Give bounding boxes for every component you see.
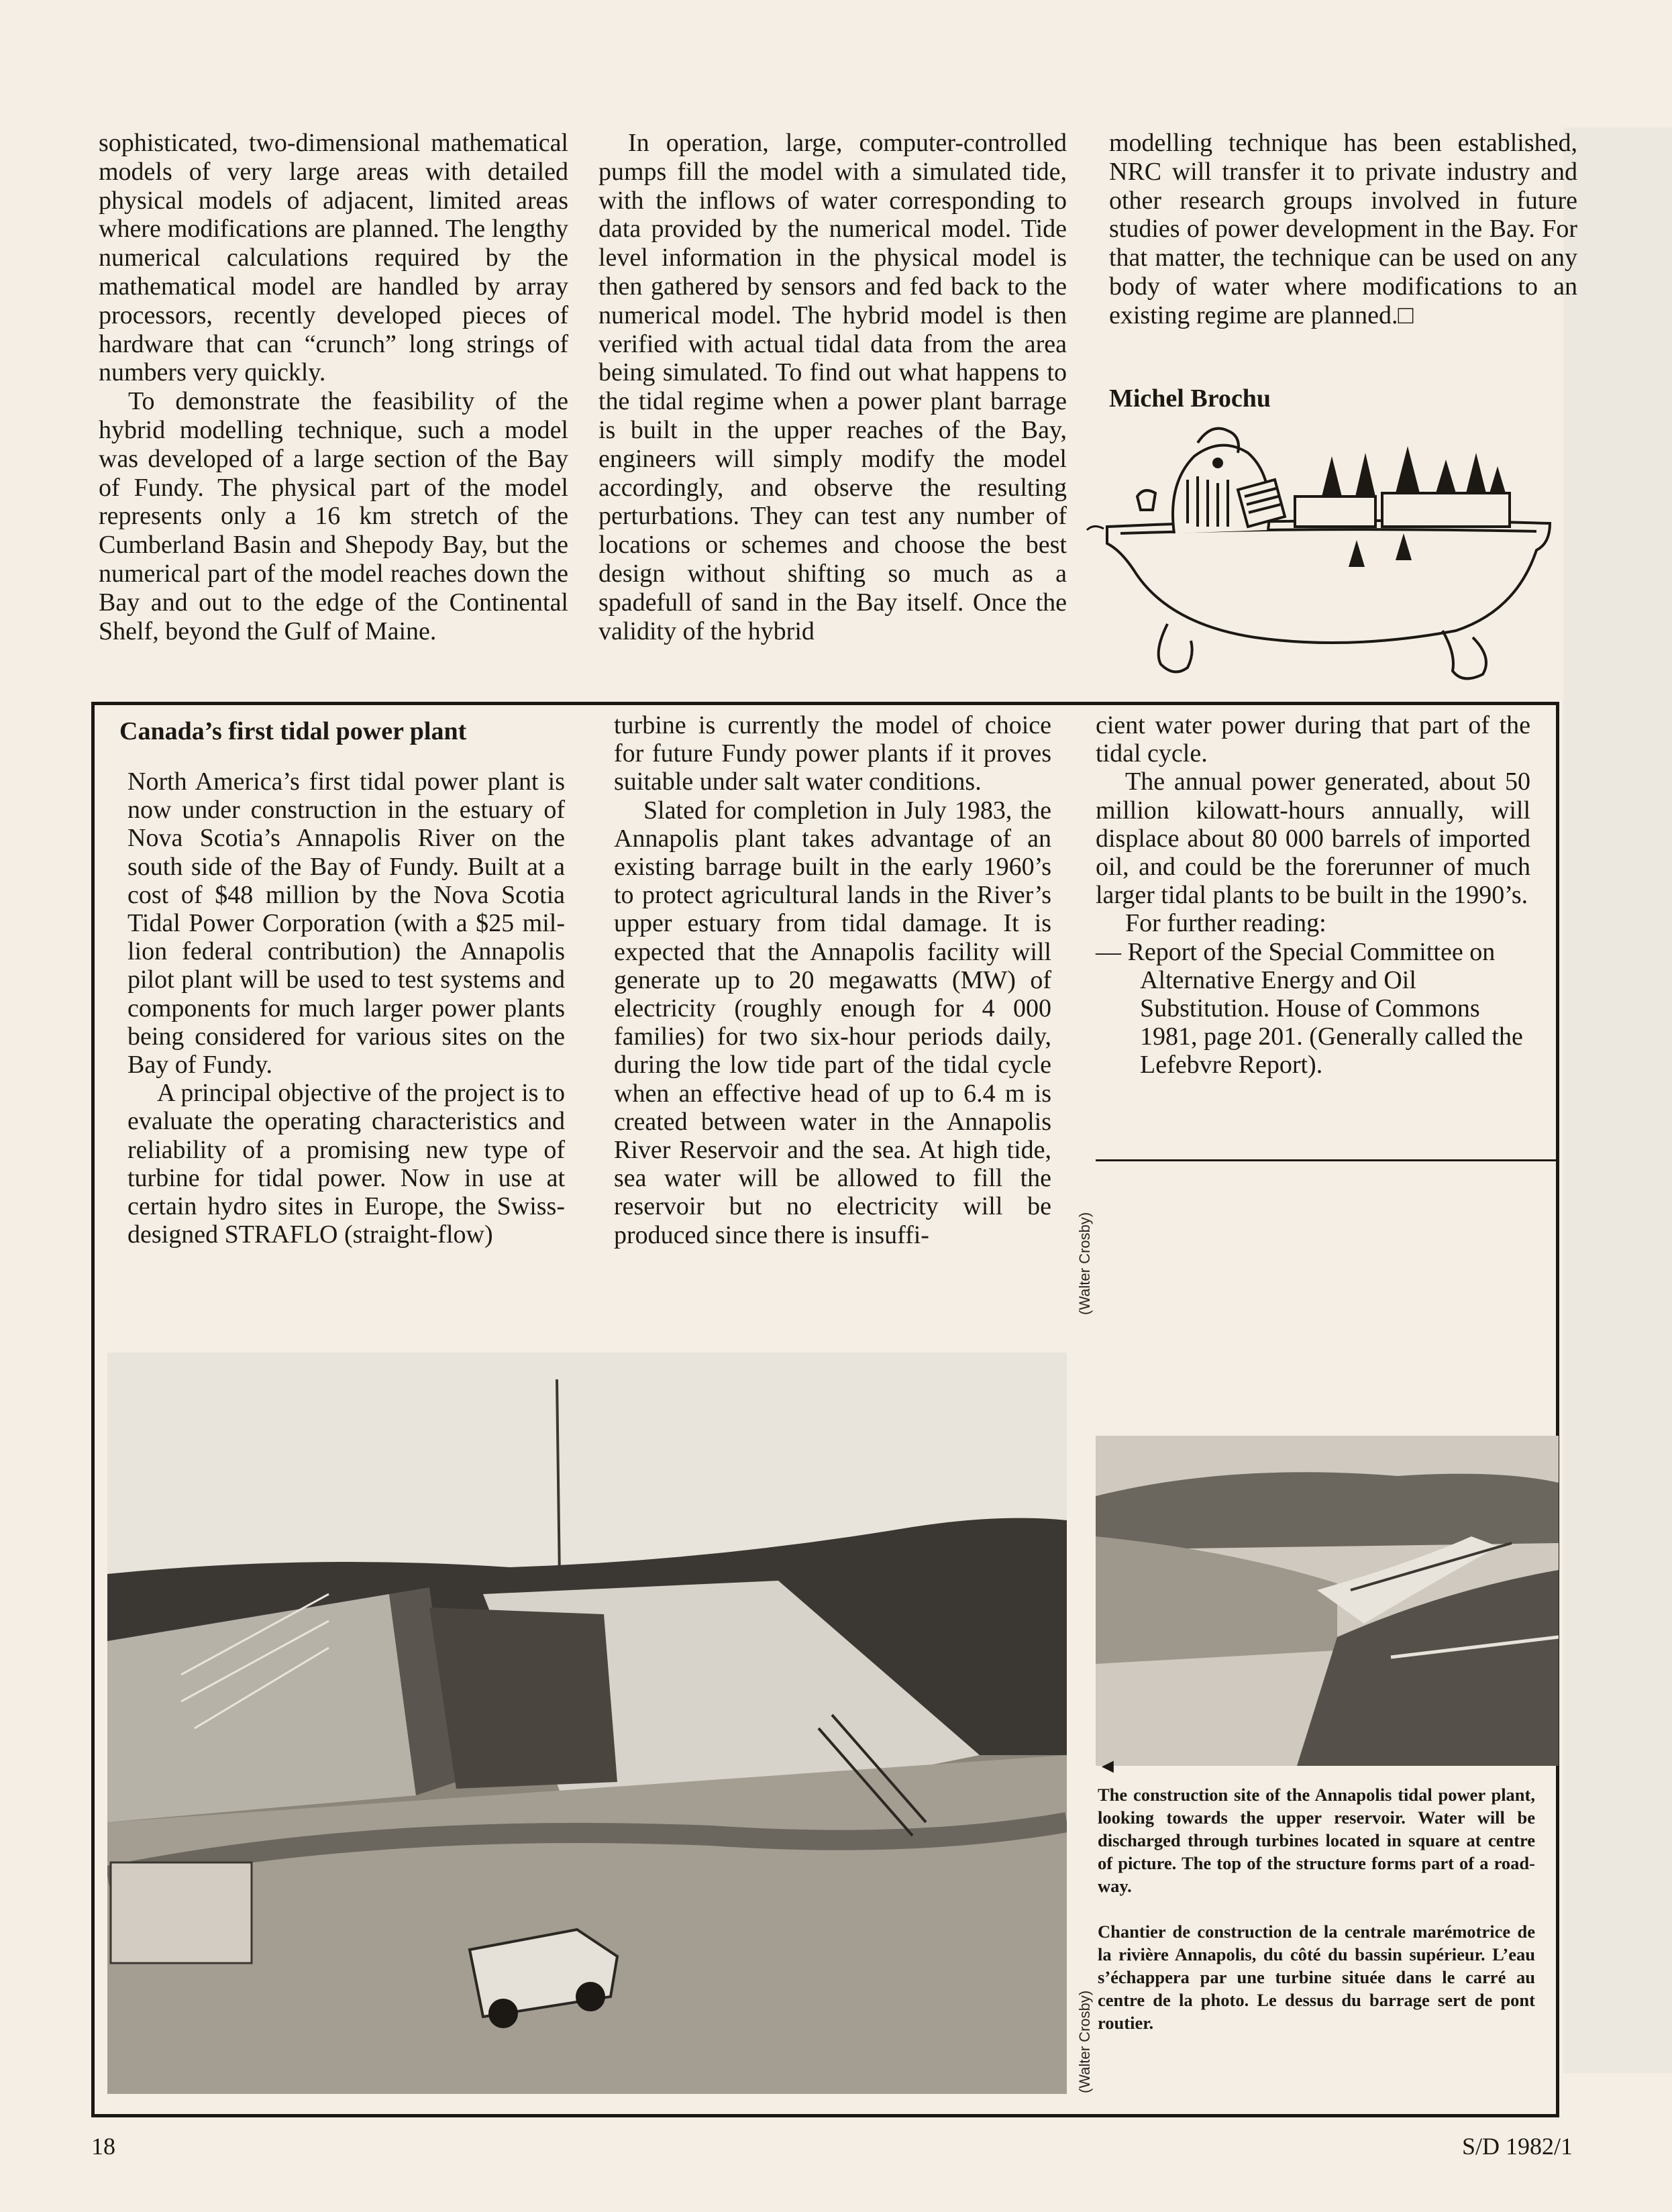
sidebar-column-2 [614,711,1051,1249]
paragraph: cient water power during that part of the tidal cycle. [1096,711,1530,768]
photo-credit-top: (Walter Crosby) [1076,1212,1093,1315]
paragraph: Slated for completion in July 1983, the Annapolis plant takes advantage of an existing barrage built in the early 1960’s to protect agricultural lands in the River’s upper estuary from tidal damage. It is expected that the Annapolis facility will generate up to 20 megawatts (MW) of electricity (roughly enough for 4 000 families) for two six-hour periods daily, during the low tide part of the tidal cycle when an effective head of up to 6.4 m is created between water in the Annapolis River Reservoir and the sea. At high tide, sea water will be allowed to fill the reservoir but no electricity will be produced since there is insuffi- [614,796,1051,1249]
paragraph: The annual power generated, about 50 million kilowatt-hours annually, will displace about 80 000 barrels of imported oil, and could be the forerunner of much larger tidal plants to be built in the 1990’s. [1096,768,1530,910]
bathtub-cartoon-illustration [1080,416,1570,698]
roadway-image [1096,1436,1559,1766]
paragraph: A principal objective of the project is to evaluate the operating characteristics and reliability of a promising new type of turbine for tidal power. Now in use at certain hydro sites in Europe, the Swiss-designed STRAFLO (straight-flow) [127,1079,565,1249]
sidebar-divider [1096,1159,1559,1161]
caption-english: The construction site of the Annapolis tidal power plant, looking towards the upper reservoir. Water will be discharged through turbines located in square at centre of picture. The top of the structure forms part of a roadway. [1098,1785,1535,1896]
paragraph: turbine is currently the model of choice for future Fundy power plants if it proves suitable under salt water conditions. [614,711,1051,796]
paragraph: To demonstrate the feasibility of the hybrid modelling technique, such a model was developed of a large section of the Bay of Fundy. The physical part of the model represents only a 16 km stretch of the Cumberland Basin and Shepody Bay, but the numerical part of the model reaches down the Bay and out to the edge of the Continental Shelf, beyond the Gulf of Maine. [99,387,568,645]
paragraph: In operation, large, computer-controlled pumps fill the model with a simulated tide, with the inflows of water corresponding to data provided by the numerical model. Tide level information in the physical model is then gathered by sensors and fed back to the numerical model. The hybrid model is then verified with actual tidal data from the area being simulated. To find out what happens to the tidal regime when a power plant barrage is built in the upper reaches of the Bay, engineers will simply modify the model accordingly, and observe the resulting perturbations. They can test any number of locations or schemes and choose the best design without shifting so much as a spadefull of sand in the Bay itself. Once the validity of the hybrid [598,129,1067,645]
article-column-2 [598,129,1067,645]
sidebar-title: Canada’s first tidal power plant [119,717,467,745]
paragraph: sophisticated, two-dimensional mathematical models of very large areas with detailed physical models of adjacent, limited areas where modifications are planned. The lengthy numerical calculations required by the mathematical model are handled by array processors, recently developed pieces of hardware that can “crunch” long strings of numbers very quickly. [99,129,568,387]
page-bleed [1563,127,1672,2073]
article-column-3 [1109,129,1577,330]
photo-credit-bottom: (Walter Crosby) [1076,1990,1093,2093]
author-byline: Michel Brochu [1109,384,1271,413]
caption-arrow: ◄ [1098,1755,1118,1777]
paragraph: modelling technique has been established, NRC will transfer it to private industry and other research groups involved in future studies of power development in the Bay. For that matter, the technique can be used on any body of water where modifications to an existing regime are planned.□ [1109,129,1577,329]
photo-caption [1098,1783,1535,2034]
sidebar-column-1 [127,768,565,1249]
article-column-1 [99,129,568,645]
page-number: 18 [91,2133,115,2160]
issue-label: S/D 1982/1 [1461,2133,1573,2160]
sidebar-column-3 [1096,711,1530,1079]
roadway-photo [1096,1436,1559,1766]
further-reading-item: — Report of the Special Committee on Alternative Energy and Oil Substitution. House of Commons 1981, page 201. (Generally called the Lefebvre Report). [1096,937,1523,1079]
construction-site-image [107,1353,1067,2094]
paragraph: For further reading: [1125,909,1326,938]
construction-site-photo [107,1353,1067,2094]
paragraph: North America’s first tidal power plant is now under construction in the estuary of Nova Scotia’s Annapolis River on the south side of the Bay of Fundy. Built at a cost of $48 million by the Nova Scotia Tidal Power Corporation (with a $25 million federal contribution) the Annapolis pilot plant will be used to test systems and components for much larger power plants being considered for various sites on the Bay of Fundy. [127,768,565,1079]
caption-french: Chantier de construction de la centrale marémotrice de la rivière Annapolis, du côté du bassin supérieur. L’eau s’échappera par une turbine située dans le carré au centre de la photo. Le dessus du barrage sert de pont routier. [1098,1921,1535,2033]
